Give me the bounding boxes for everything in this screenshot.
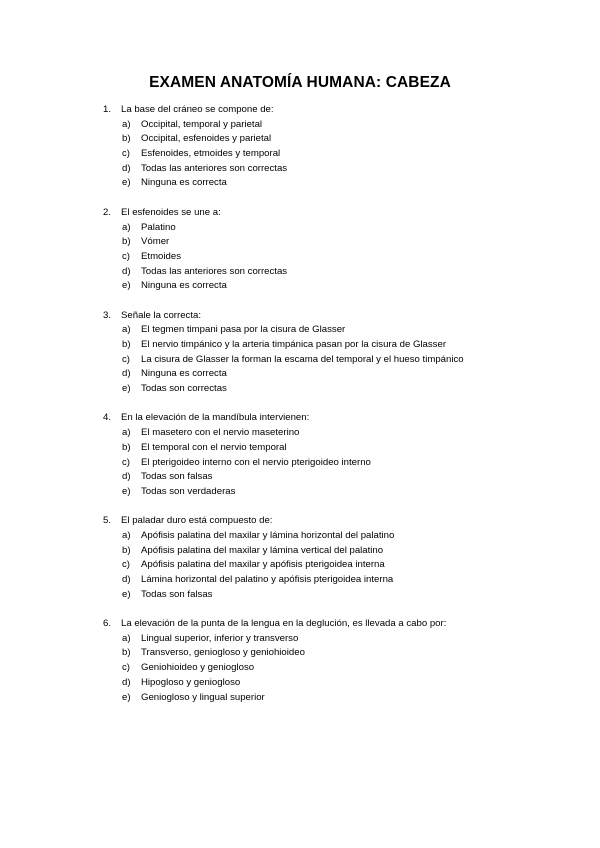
option-b <box>103 338 573 353</box>
option-d <box>103 162 573 177</box>
option-text: El masetero con el nervio maseterino <box>141 427 300 439</box>
option-letter: c) <box>122 353 130 365</box>
option-text: El tegmen timpani pasa por la cisura de Glasser <box>141 324 346 336</box>
option-e <box>103 382 573 397</box>
option-letter: e) <box>122 383 131 395</box>
option-letter: b) <box>122 236 131 248</box>
option-a <box>103 221 573 236</box>
option-letter: d) <box>122 574 131 585</box>
option-text: Hipogloso y geniogloso <box>141 676 241 688</box>
question-stem <box>103 206 573 221</box>
option-e <box>103 279 573 294</box>
option-c <box>103 147 573 162</box>
option-letter: c) <box>122 559 130 571</box>
question-text: El esfenoides se une a: <box>121 206 221 218</box>
option-letter: a) <box>122 427 131 439</box>
option-letter: e) <box>122 588 131 600</box>
option-b <box>103 544 573 559</box>
option-letter: b) <box>122 441 131 453</box>
question-stem <box>103 514 573 529</box>
option-text: Etmoides <box>141 250 181 262</box>
option-list <box>103 118 573 191</box>
option-d <box>103 573 573 588</box>
option-letter: c) <box>122 456 130 468</box>
question-text: Señale la correcta: <box>121 309 201 321</box>
option-e <box>103 176 573 191</box>
option-a <box>103 118 573 133</box>
option-letter: d) <box>122 162 131 174</box>
option-e <box>103 691 573 706</box>
option-text: Lingual superior, inferior y transverso <box>141 632 299 644</box>
option-text: Palatino <box>141 221 176 233</box>
option-b <box>103 235 573 250</box>
option-letter: b) <box>122 647 131 659</box>
option-b <box>103 132 573 147</box>
question-2 <box>103 206 573 309</box>
option-text: Todas son falsas <box>141 471 213 483</box>
question-text: La elevación de la punta de la lengua en la deglución, es llevada a cabo por: <box>121 618 447 630</box>
option-letter: e) <box>122 691 131 703</box>
option-c <box>103 558 573 573</box>
option-c <box>103 353 573 368</box>
option-a <box>103 632 573 647</box>
option-text: Esfenoides, etmoides y temporal <box>141 148 281 160</box>
option-c <box>103 456 573 471</box>
option-letter: a) <box>122 221 131 233</box>
option-letter: a) <box>122 324 131 336</box>
option-e <box>103 485 573 500</box>
question-number: 5. <box>103 515 112 527</box>
option-letter: b) <box>122 544 131 556</box>
question-text: En la elevación de la mandíbula intervienen: <box>121 412 310 424</box>
option-c <box>103 250 573 265</box>
option-letter: a) <box>122 529 131 541</box>
option-letter: e) <box>122 177 131 189</box>
option-text: Ninguna es correcta <box>141 280 227 292</box>
option-letter: d) <box>122 471 131 483</box>
option-letter: a) <box>122 632 131 644</box>
option-a <box>103 323 573 338</box>
option-text: Todas son verdaderas <box>141 485 236 497</box>
question-text: La base del cráneo se compone de: <box>121 104 274 115</box>
option-text: La cisura de Glasser la forman la escama del temporal y el hueso timpánico <box>141 353 464 365</box>
option-text: Apófisis palatina del maxilar y apófisis pterigoidea interna <box>141 559 385 571</box>
option-text: Occipital, esfenoides y parietal <box>141 133 272 145</box>
option-list <box>103 426 573 499</box>
question-4 <box>103 411 573 514</box>
option-list <box>103 221 573 294</box>
option-text: Geniogloso y lingual superior <box>141 691 265 703</box>
option-text: Geniohioideo y geniogloso <box>141 662 255 674</box>
option-letter: c) <box>122 250 130 262</box>
question-number: 2. <box>103 206 112 218</box>
option-letter: c) <box>122 148 130 160</box>
option-letter: b) <box>122 339 131 350</box>
option-text: Transverso, geniogloso y geniohioideo <box>141 647 305 659</box>
question-stem <box>103 103 573 118</box>
option-text: Todas son correctas <box>141 383 227 395</box>
question-number: 6. <box>103 618 112 630</box>
option-letter: c) <box>122 662 130 674</box>
option-text: Apófisis palatina del maxilar y lámina horizontal del palatino <box>141 529 395 541</box>
option-letter: d) <box>122 368 131 380</box>
option-text: Ninguna es correcta <box>141 177 227 189</box>
question-number: 4. <box>103 412 112 424</box>
option-c <box>103 661 573 676</box>
option-list <box>103 632 573 705</box>
question-1 <box>103 103 573 206</box>
option-letter: b) <box>122 133 131 145</box>
option-text: Todas las anteriores son correctas <box>141 265 288 277</box>
question-stem <box>103 411 573 426</box>
question-number: 1. <box>103 104 112 115</box>
option-a <box>103 529 573 544</box>
option-text: El nervio timpánico y la arteria timpánica pasan por la cisura de Glasser <box>141 339 447 350</box>
option-b <box>103 646 573 661</box>
option-text: El pterigoideo interno con el nervio pterigoideo interno <box>141 456 371 468</box>
option-text: Lámina horizontal del palatino y apófisis pterigoidea interna <box>141 574 394 585</box>
option-text: Todas son falsas <box>141 588 213 600</box>
option-letter: d) <box>122 265 131 277</box>
question-3 <box>103 309 573 412</box>
option-d <box>103 676 573 691</box>
option-text: El temporal con el nervio temporal <box>141 441 287 453</box>
question-stem <box>103 309 573 324</box>
option-letter: e) <box>122 280 131 292</box>
question-6 <box>103 617 573 705</box>
option-text: Todas las anteriores son correctas <box>141 162 288 174</box>
option-d <box>103 265 573 280</box>
option-letter: e) <box>122 485 131 497</box>
question-list <box>103 103 573 705</box>
option-letter: a) <box>122 118 131 130</box>
option-text: Ninguna es correcta <box>141 368 227 380</box>
option-text: Vómer <box>141 236 170 248</box>
question-5 <box>103 514 573 617</box>
question-stem <box>103 617 573 632</box>
exam-title: EXAMEN ANATOMÍA HUMANA: CABEZA <box>149 74 451 91</box>
option-text: Apófisis palatina del maxilar y lámina vertical del palatino <box>141 544 384 556</box>
option-b <box>103 441 573 456</box>
option-list <box>103 323 573 396</box>
option-e <box>103 588 573 603</box>
option-a <box>103 426 573 441</box>
option-text: Occipital, temporal y parietal <box>141 118 263 130</box>
option-d <box>103 470 573 485</box>
option-d <box>103 367 573 382</box>
question-text: El paladar duro está compuesto de: <box>121 515 273 527</box>
option-letter: d) <box>122 676 131 688</box>
question-number: 3. <box>103 309 112 321</box>
option-list <box>103 529 573 602</box>
